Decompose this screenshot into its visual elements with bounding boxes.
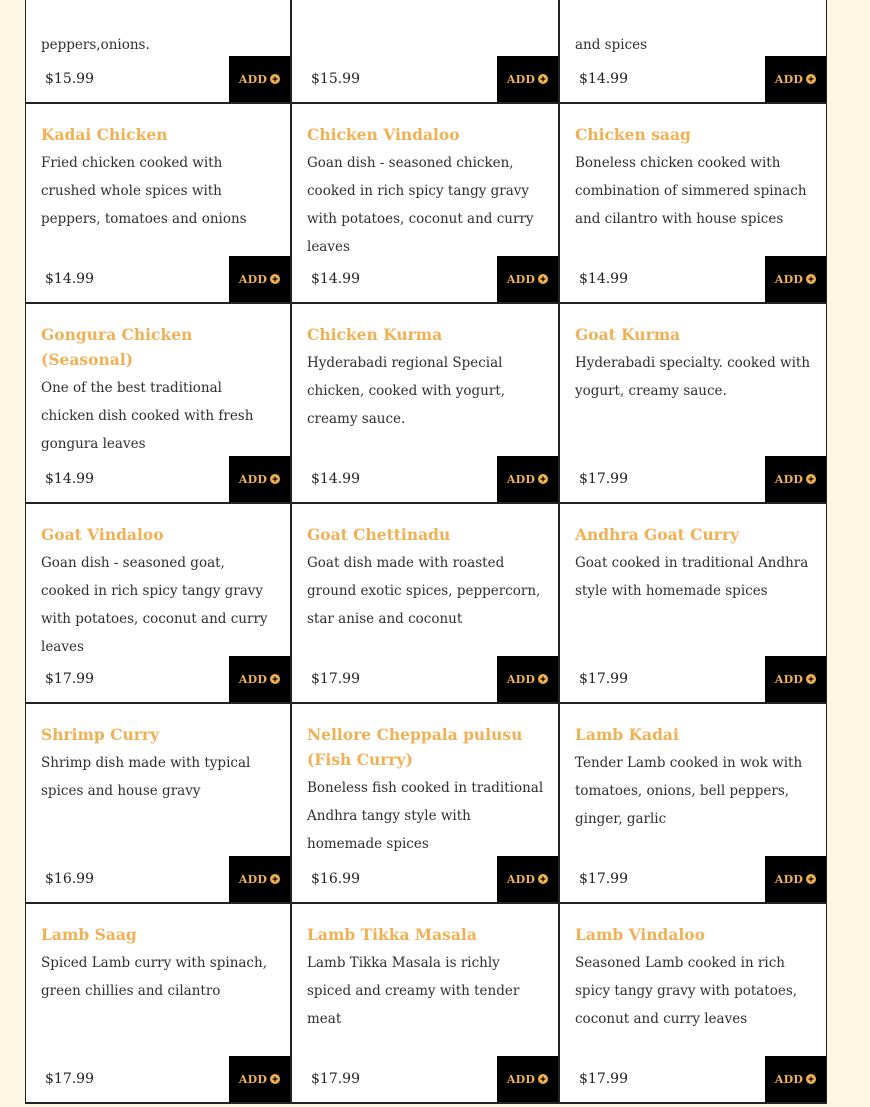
add-button-label: ADD (774, 872, 804, 886)
plus-circle-icon (806, 1074, 816, 1084)
plus-circle-icon (806, 674, 816, 684)
add-to-cart-button[interactable] (765, 856, 826, 902)
menu-item-card (25, 304, 292, 504)
menu-item-title[interactable]: Andhra Goat Curry (575, 525, 740, 544)
menu-item-card (25, 104, 292, 304)
menu-item-card (25, 904, 292, 1104)
menu-item-price: $15.99 (311, 71, 360, 87)
plus-circle-icon (538, 274, 548, 284)
menu-item-price: $17.99 (579, 671, 628, 687)
menu-grid (25, 0, 827, 1104)
add-button-label: ADD (506, 1072, 536, 1086)
menu-item-title[interactable]: Chicken Vindaloo (307, 125, 460, 144)
menu-item-name[interactable] (41, 122, 276, 233)
menu-item-card (560, 904, 827, 1104)
add-to-cart-button[interactable] (229, 456, 290, 502)
menu-item-name[interactable] (575, 722, 812, 833)
menu-item-price: $17.99 (45, 1071, 94, 1087)
menu-item-price: $17.99 (45, 671, 94, 687)
menu-item-card (292, 104, 560, 304)
plus-circle-icon (538, 74, 548, 84)
menu-item-name[interactable] (307, 122, 544, 261)
add-to-cart-button[interactable] (229, 656, 290, 702)
menu-item-description: peppers,onions. (41, 37, 150, 53)
add-to-cart-button[interactable] (497, 656, 558, 702)
plus-circle-icon (806, 74, 816, 84)
menu-item-card (292, 304, 560, 504)
menu-item-price: $14.99 (45, 271, 94, 287)
menu-item-description: Hyderabadi regional Special chicken, cooked with yogurt, creamy sauce. (307, 355, 506, 427)
menu-item-card (292, 0, 560, 104)
menu-item-name[interactable] (575, 522, 812, 605)
menu-item-description: and spices (575, 37, 648, 53)
plus-circle-icon (270, 474, 280, 484)
menu-item-description: One of the best traditional chicken dish cooked with fresh gongura leaves (41, 380, 254, 452)
menu-item-card (292, 704, 560, 904)
menu-item-title[interactable]: Goat Vindaloo (41, 525, 164, 544)
menu-item-card (560, 304, 827, 504)
menu-item-name[interactable] (575, 122, 812, 233)
add-to-cart-button[interactable] (497, 256, 558, 302)
menu-item-name[interactable] (307, 922, 544, 1033)
menu-item-name[interactable] (307, 522, 544, 633)
menu-item-title[interactable]: Gongura Chicken (Seasonal) (41, 325, 193, 369)
menu-item-name[interactable] (41, 922, 276, 1005)
menu-item-card (25, 504, 292, 704)
menu-item-name[interactable] (307, 722, 544, 858)
menu-item-card (25, 0, 292, 104)
menu-item-name[interactable] (307, 322, 544, 433)
add-to-cart-button[interactable] (765, 256, 826, 302)
menu-item-title[interactable]: Chicken saag (575, 125, 691, 144)
menu-item-title[interactable]: Shrimp Curry (41, 725, 160, 744)
plus-circle-icon (806, 874, 816, 884)
menu-item-price: $15.99 (45, 71, 94, 87)
add-to-cart-button[interactable] (497, 456, 558, 502)
menu-item-price: $17.99 (311, 671, 360, 687)
menu-item-description: Boneless fish cooked in traditional Andhra tangy style with homemade spices (307, 780, 544, 852)
menu-item-description: Goan dish - seasoned chicken, cooked in rich spicy tangy gravy with potatoes, coconut and curry leaves (307, 155, 534, 255)
menu-item-title[interactable]: Chicken Kurma (307, 325, 443, 344)
menu-item-title[interactable]: Goat Kurma (575, 325, 681, 344)
menu-item-price: $16.99 (311, 871, 360, 887)
add-to-cart-button[interactable] (229, 1056, 290, 1102)
add-button-label: ADD (506, 672, 536, 686)
plus-circle-icon (270, 74, 280, 84)
menu-item-price: $14.99 (579, 71, 628, 87)
menu-item-price: $16.99 (45, 871, 94, 887)
add-to-cart-button[interactable]: ADD (229, 56, 290, 102)
menu-item-description: Tender Lamb cooked in wok with tomatoes, onions, bell peppers, ginger, garlic (575, 755, 803, 827)
menu-item-price: $14.99 (311, 471, 360, 487)
menu-item-card (560, 0, 827, 104)
menu-item-title[interactable]: Goat Chettinadu (307, 525, 451, 544)
add-button-label: ADD (238, 472, 268, 486)
plus-circle-icon (270, 1074, 280, 1084)
plus-circle-icon (538, 474, 548, 484)
menu-item-description: Spiced Lamb curry with spinach, green chillies and cilantro (41, 955, 267, 999)
menu-item-card (560, 704, 827, 904)
add-button-label: ADD (506, 872, 536, 886)
plus-circle-icon (806, 274, 816, 284)
add-to-cart-button[interactable] (497, 1056, 558, 1102)
menu-item-price: $14.99 (579, 271, 628, 287)
menu-item-card (292, 504, 560, 704)
menu-item-price: $14.99 (45, 471, 94, 487)
menu-item-title[interactable]: Lamb Saag (41, 925, 137, 944)
plus-circle-icon (270, 274, 280, 284)
plus-circle-icon (538, 1074, 548, 1084)
menu-item-description: Boneless chicken cooked with combination of simmered spinach and cilantro with house spices (575, 155, 807, 227)
menu-item-card (560, 504, 827, 704)
plus-circle-icon (806, 474, 816, 484)
add-to-cart-button[interactable] (765, 1056, 826, 1102)
menu-item-description: Goat cooked in traditional Andhra style with homemade spices (575, 555, 809, 599)
plus-circle-icon (538, 674, 548, 684)
add-to-cart-button[interactable]: ADD (765, 56, 826, 102)
menu-item-description: Goat dish made with roasted ground exotic spices, peppercorn, star anise and coconut (307, 555, 541, 627)
menu-item-description: Shrimp dish made with typical spices and house gravy (41, 755, 251, 799)
plus-circle-icon (538, 874, 548, 884)
menu-item-title[interactable]: Nellore Cheppala pulusu (Fish Curry) (307, 725, 523, 769)
menu-item-name[interactable] (575, 922, 812, 1033)
menu-item-price: $17.99 (311, 1071, 360, 1087)
menu-item-name[interactable] (41, 722, 276, 805)
menu-item-price: $17.99 (579, 1071, 628, 1087)
menu-item-description: Seasoned Lamb cooked in rich spicy tangy gravy with potatoes, coconut and curry leaves (575, 955, 798, 1027)
add-button-label: ADD (774, 272, 804, 286)
menu-item-price: $17.99 (579, 471, 628, 487)
add-button-label: ADD (506, 272, 536, 286)
menu-item-name[interactable] (41, 522, 276, 661)
menu-item-price: $14.99 (311, 271, 360, 287)
add-to-cart-button[interactable]: ADD (497, 56, 558, 102)
add-button-label: ADD (774, 472, 804, 486)
add-to-cart-button[interactable] (497, 856, 558, 902)
menu-item-description: Goan dish - seasoned goat, cooked in rich spicy tangy gravy with potatoes, coconut and curry leaves (41, 555, 268, 655)
add-to-cart-button[interactable] (765, 456, 826, 502)
menu-item-card (560, 104, 827, 304)
menu-item-card (292, 904, 560, 1104)
menu-item-name[interactable] (575, 322, 812, 405)
menu-item-name[interactable] (41, 322, 276, 458)
plus-circle-icon (270, 874, 280, 884)
add-button-label: ADD (774, 1072, 804, 1086)
menu-item-description: Lamb Tikka Masala is richly spiced and creamy with tender meat (307, 955, 520, 1027)
add-button-label: ADD (238, 872, 268, 886)
menu-item-description: Hyderabadi specialty. cooked with yogurt, creamy sauce. (575, 355, 811, 399)
menu-item-title[interactable]: Lamb Vindaloo (575, 925, 705, 944)
add-button-label: ADD (238, 672, 268, 686)
add-button-label: ADD (774, 672, 804, 686)
menu-item-title[interactable]: Lamb Kadai (575, 725, 679, 744)
menu-item-title[interactable]: Kadai Chicken (41, 125, 168, 144)
menu-item-price: $17.99 (579, 871, 628, 887)
add-button-label: ADD (506, 472, 536, 486)
menu-item-card (25, 704, 292, 904)
add-to-cart-button[interactable] (229, 856, 290, 902)
menu-item-title[interactable]: Lamb Tikka Masala (307, 925, 477, 944)
add-to-cart-button[interactable] (765, 656, 826, 702)
menu-item-description: Fried chicken cooked with crushed whole spices with peppers, tomatoes and onions (41, 155, 247, 227)
add-to-cart-button[interactable] (229, 256, 290, 302)
add-button-label: ADD (238, 272, 268, 286)
plus-circle-icon (270, 674, 280, 684)
add-button-label: ADD (238, 1072, 268, 1086)
